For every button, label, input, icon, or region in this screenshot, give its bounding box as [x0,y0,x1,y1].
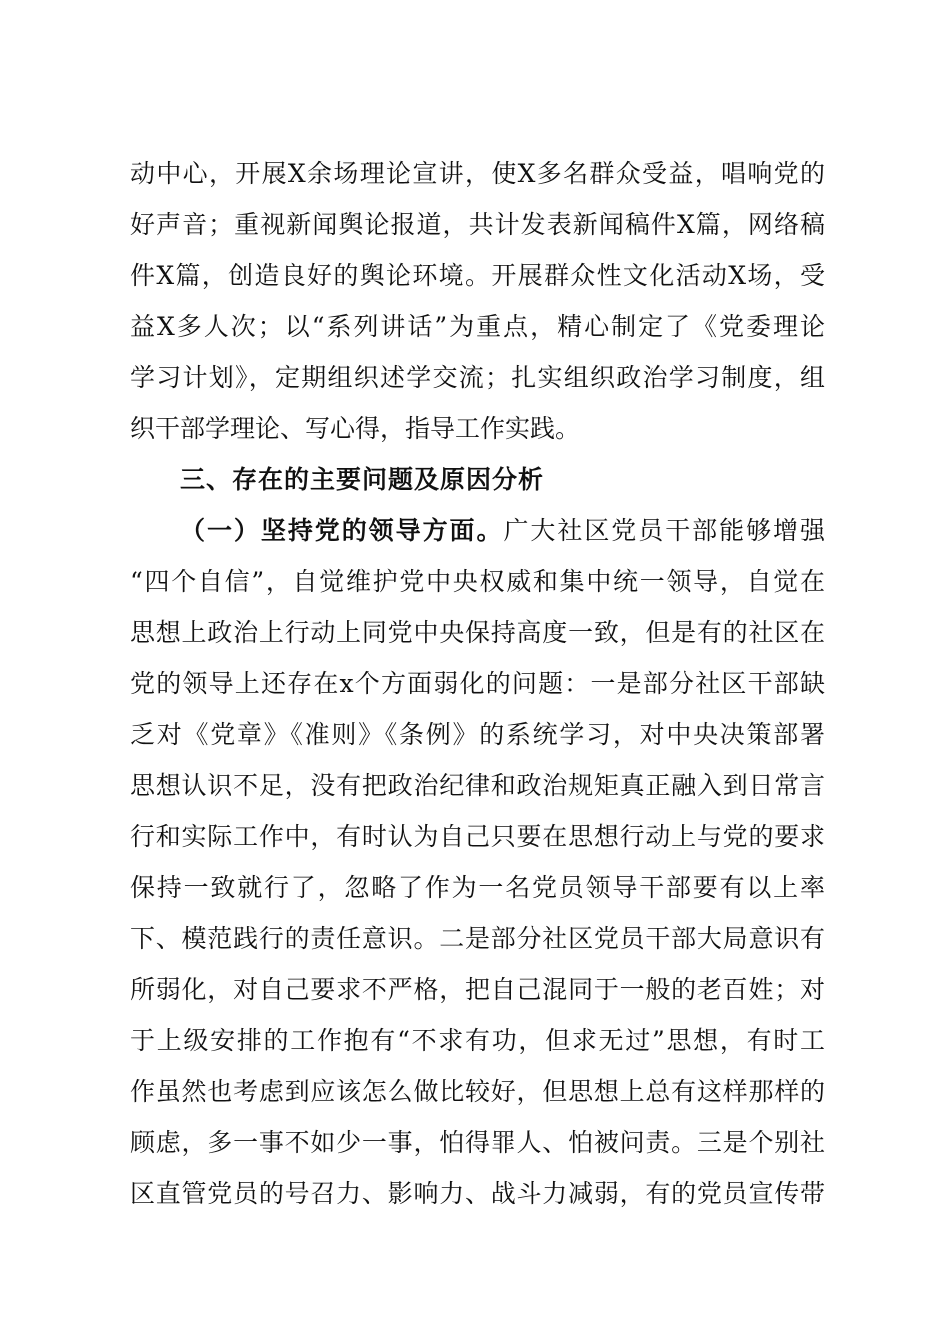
body-text-line: 织干部学理论、写心得，指导工作实践。 [130,414,581,443]
body-text-line: 行和实际工作中，有时认为自己只要在思想行动上与党的要求 [130,822,825,851]
subsection-heading: （一）坚持党的领导方面。 [180,516,504,545]
body-text-line: 所弱化，对自己要求不严格，把自己混同于一般的老百姓；对 [130,975,825,1004]
body-text-fragment: 广大社区党员干部能够增强 [503,516,825,545]
body-text-line: 顾虑，多一事不如少一事，怕得罪人、怕被问责。三是个别社 [130,1128,825,1157]
section-heading: 三、存在的主要问题及原因分析 [180,465,545,494]
body-text-line: 下、模范践行的责任意识。二是部分社区党员干部大局意识有 [130,924,825,953]
body-text-line: 乏对《党章》《准则》《条例》的系统学习，对中央决策部署 [130,720,825,749]
body-text-line: 件X篇，创造良好的舆论环境。开展群众性文化活动X场，受 [130,261,825,290]
body-text-line: 区直管党员的号召力、影响力、战斗力减弱，有的党员宣传带 [130,1179,825,1208]
body-text-line: 益X多人次；以“系列讲话”为重点，精心制定了《党委理论 [130,312,825,341]
body-text-line: 作虽然也考虑到应该怎么做比较好，但思想上总有这样那样的 [130,1077,825,1106]
body-text-line: 思想上政治上行动上同党中央保持高度一致，但是有的社区在 [130,618,825,647]
body-text-line: 思想认识不足，没有把政治纪律和政治规矩真正融入到日常言 [130,771,825,800]
body-text-line: 动中心，开展X余场理论宣讲，使X多名群众受益，唱响党的 [130,159,825,188]
body-text-line: 党的领导上还存在x个方面弱化的问题：一是部分社区干部缺 [130,669,825,698]
body-text-line [180,509,825,553]
body-text-line: 好声音；重视新闻舆论报道，共计发表新闻稿件X篇，网络稿 [130,210,825,239]
body-text-line: 学习计划》，定期组织述学交流；扎实组织政治学习制度，组 [130,363,825,392]
body-text-line: 保持一致就行了，忽略了作为一名党员领导干部要有以上率 [130,873,825,902]
body-text-line: “四个自信”，自觉维护党中央权威和集中统一领导，自觉在 [130,567,825,596]
body-text-line: 于上级安排的工作抱有“不求有功，但求无过”思想，有时工 [130,1026,825,1055]
